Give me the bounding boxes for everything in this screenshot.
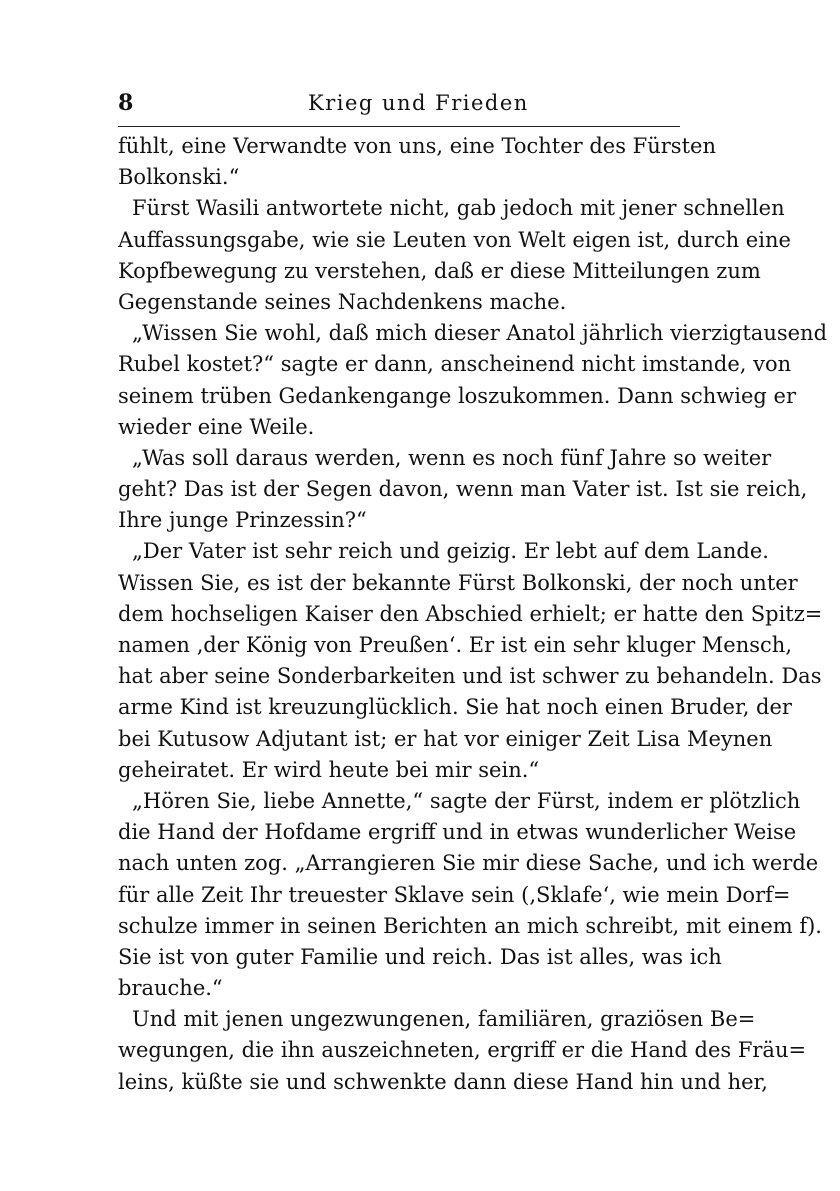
text-line: Rubel kostet?“ sagte er dann, anscheinend nicht imstande, von bbox=[118, 352, 792, 377]
text-line: Wissen Sie, es ist der bekannte Fürst Bolkonski, der noch unter bbox=[118, 570, 798, 595]
text-line: Kopfbewegung zu verstehen, daß er diese Mitteilungen zum bbox=[118, 258, 761, 283]
text-line: hat aber seine Sonderbarkeiten und ist schwer zu behandeln. Das bbox=[118, 664, 822, 689]
text-line: schulze immer in seinen Berichten an mich schreibt, mit einem f). bbox=[118, 913, 822, 938]
running-title: Krieg und Frieden bbox=[308, 91, 529, 115]
paragraph bbox=[118, 786, 822, 1004]
text-line: Und mit jenen ungezwungenen, familiären, graziösen Be= bbox=[132, 1007, 756, 1032]
page-number: 8 bbox=[118, 90, 134, 116]
body-text bbox=[118, 131, 828, 1098]
text-line: geheiratet. Er wird heute bei mir sein.“ bbox=[118, 757, 540, 782]
text-line: geht? Das ist der Segen davon, wenn man Vater ist. Ist sie reich, bbox=[118, 477, 808, 502]
text-line: namen ‚der König von Preußen‘. Er ist ein sehr kluger Mensch, bbox=[118, 633, 792, 657]
paragraph bbox=[118, 536, 823, 786]
header-rule bbox=[118, 126, 680, 127]
text-line: leins, küßte sie und schwenkte dann diese Hand hin und her, bbox=[118, 1069, 768, 1094]
paragraph bbox=[118, 1004, 807, 1098]
text-line: Sie ist von guter Familie und reich. Das ist alles, was ich bbox=[118, 944, 722, 969]
text-line: brauche.“ bbox=[118, 976, 223, 1001]
text-line: Ihre junge Prinzessin?“ bbox=[118, 508, 367, 533]
text-line: bei Kutusow Adjutant ist; er hat vor einiger Zeit Lisa Meynen bbox=[118, 726, 773, 751]
paragraph bbox=[118, 443, 808, 537]
text-line: „Was soll daraus werden, wenn es noch fünf Jahre so weiter bbox=[132, 445, 772, 470]
text-line: „Hören Sie, liebe Annette,“ sagte der Fürst, indem er plötzlich bbox=[132, 788, 801, 813]
page-header bbox=[118, 88, 678, 124]
paragraph bbox=[118, 131, 716, 193]
text-line: Fürst Wasili antwortete nicht, gab jedoch mit jener schnellen bbox=[132, 196, 785, 221]
text-line: wegungen, die ihn auszeichneten, ergriff er die Hand des Fräu= bbox=[118, 1038, 807, 1063]
text-line: arme Kind ist kreuzunglücklich. Sie hat noch einen Bruder, der bbox=[118, 695, 792, 720]
text-line: Auffassungsgabe, wie sie Leuten von Welt eigen ist, durch eine bbox=[118, 227, 791, 252]
text-line: die Hand der Hofdame ergriff und in etwas wunderlicher Weise bbox=[118, 820, 797, 845]
text-line: „Der Vater ist sehr reich und geizig. Er lebt auf dem Lande. bbox=[132, 539, 769, 564]
text-line: „Wissen Sie wohl, daß mich dieser Anatol jährlich vierzigtausend bbox=[132, 321, 828, 346]
text-line: Bolkonski.“ bbox=[118, 165, 240, 190]
paragraph bbox=[118, 193, 791, 318]
text-line: fühlt, eine Verwandte von uns, eine Tochter des Fürsten bbox=[118, 134, 716, 158]
text-line: für alle Zeit Ihr treuester Sklave sein (‚Sklafe‘, wie mein Dorf= bbox=[118, 882, 791, 907]
paragraph bbox=[118, 318, 828, 443]
text-line: wieder eine Weile. bbox=[118, 414, 315, 439]
text-line: dem hochseligen Kaiser den Abschied erhielt; er hatte den Spitz= bbox=[118, 601, 823, 626]
text-line: Gegenstande seines Nachdenkens mache. bbox=[118, 289, 567, 314]
text-line: nach unten zog. „Arrangieren Sie mir diese Sache, und ich werde bbox=[118, 851, 819, 876]
text-line: seinem trüben Gedankengange loszukommen. Dann schwieg er bbox=[118, 383, 797, 408]
